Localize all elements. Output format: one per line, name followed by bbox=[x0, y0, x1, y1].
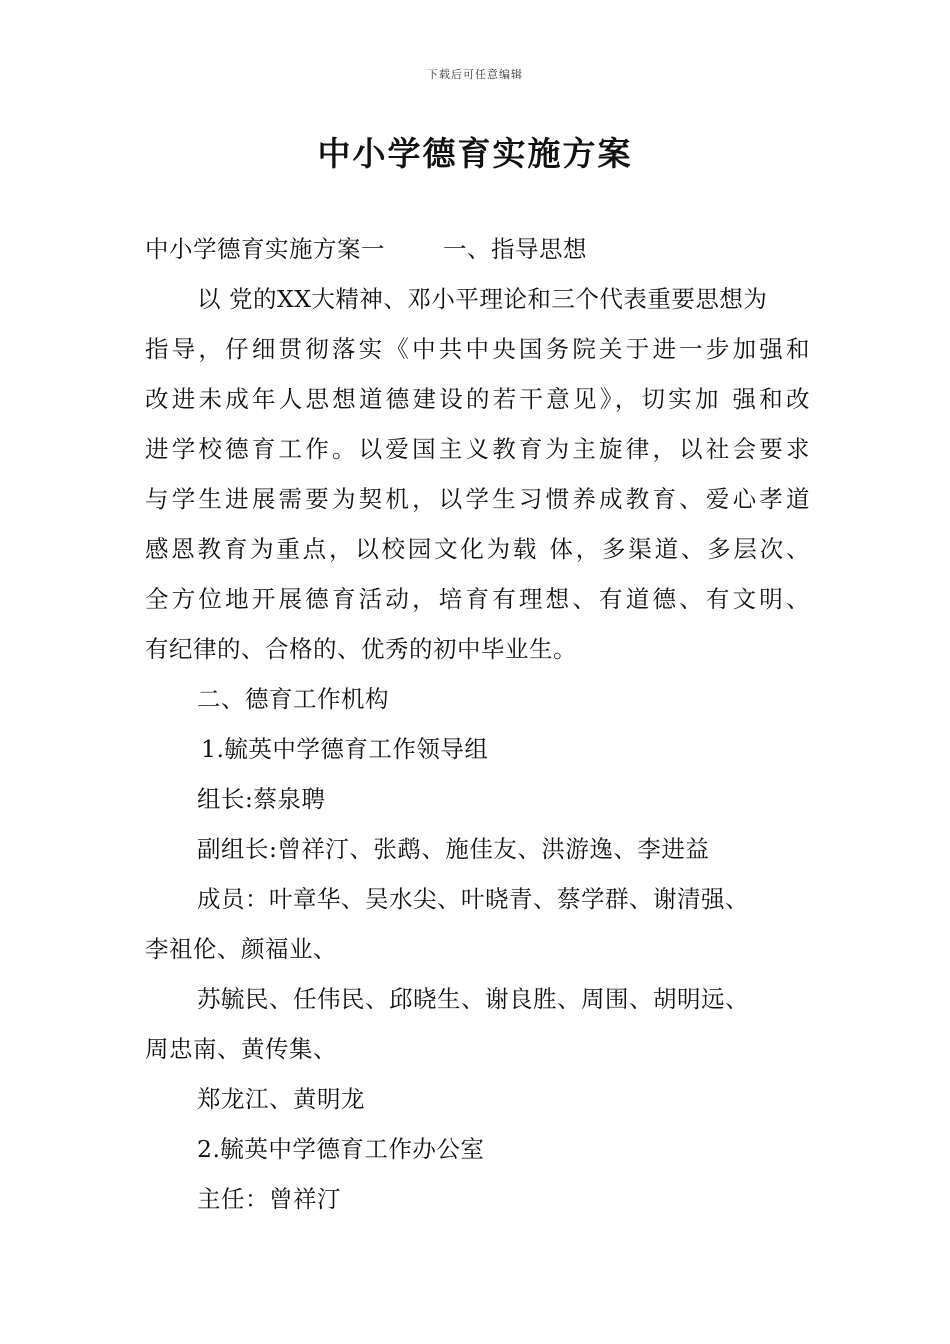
paragraph1-line-3: 改进未成年人思想道德建设的若干意见》，切实加 强和改 bbox=[145, 385, 810, 413]
paragraph1-line-7: 全方位地开展德育活动，培育有理想、有道德、有文明、 bbox=[145, 585, 810, 613]
members-line-4: 周忠南、黄传集、 bbox=[145, 1035, 337, 1063]
director-line: 主任：曾祥汀 bbox=[197, 1185, 341, 1213]
members-line-2: 李祖伦、颜福业、 bbox=[145, 935, 337, 963]
paragraph1-line-6: 感恩教育为重点，以校园文化为载 体，多渠道、多层次、 bbox=[145, 535, 810, 563]
document-title: 中小学德育实施方案 bbox=[317, 134, 633, 173]
members-line-5: 郑龙江、黄明龙 bbox=[197, 1085, 365, 1113]
paragraph1-line-8: 有纪律的、合格的、优秀的初中毕业生。 bbox=[145, 635, 577, 663]
paragraph1-line-1: 以 党的XX大精神、邓小平理论和三个代表重要思想为 bbox=[197, 285, 768, 313]
paragraph1-line-5: 与学生进展需要为契机，以学生习惯养成教育、爱心孝道 bbox=[145, 485, 810, 513]
document-body bbox=[145, 224, 810, 1224]
deputy-line: 副组长:曾祥汀、张鹉、施佳友、洪游逸、李进益 bbox=[197, 835, 710, 863]
intro-left-text: 中小学德育实施方案一 bbox=[145, 235, 385, 263]
section2-heading: 二、德育工作机构 bbox=[197, 685, 389, 713]
group1-heading: 1.毓英中学德育工作领导组 bbox=[201, 735, 489, 763]
section1-heading: 一、指导思想 bbox=[443, 235, 587, 263]
members-line-1: 成员：叶章华、吴水尖、叶晓青、蔡学群、谢清强、 bbox=[197, 885, 749, 913]
paragraph1-line-4: 进学校德育工作。以爱国主义教育为主旋律，以社会要求 bbox=[145, 435, 810, 463]
paragraph1-line-2: 指导，仔细贯彻落实《中共中央国务院关于进一步加强和 bbox=[145, 335, 810, 363]
page-header-note: 下载后可任意编辑 bbox=[427, 68, 523, 81]
intro-line bbox=[145, 224, 810, 274]
group2-heading: 2.毓英中学德育工作办公室 bbox=[197, 1135, 485, 1163]
members-line-3: 苏毓民、任伟民、邱晓生、谢良胜、周围、胡明远、 bbox=[197, 985, 749, 1013]
leader-line: 组长:蔡泉聘 bbox=[197, 785, 326, 813]
